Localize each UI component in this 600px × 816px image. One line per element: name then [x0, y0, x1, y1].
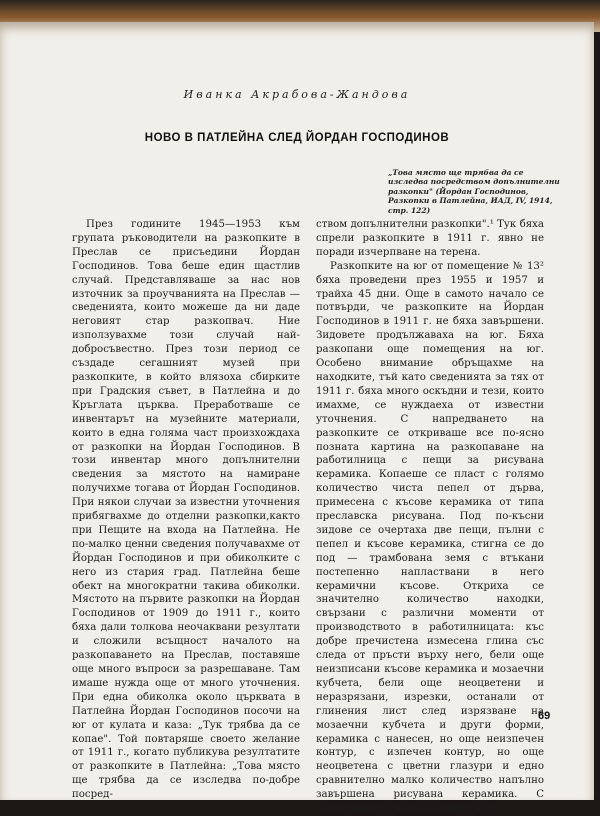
page-number: 69: [538, 710, 551, 722]
text-column-right: [316, 218, 544, 816]
book-page: [0, 22, 594, 815]
text-column-left: [72, 218, 300, 802]
paragraph: ством допълнителни разкопки".¹ Тук бяха спрели разкопките в 1911 г. явно не поради изчерпване на терена.: [316, 219, 544, 258]
epigraph-quote: „Това място ще трябва да се изследва посредством допълнителни разкопки" (Йордан Господинов, Разкопки в Патлейна, ИАД, IV, 1914, стр. 122): [388, 168, 560, 215]
article-author: Иванка Акрабова-Жандова: [183, 88, 411, 101]
paragraph: През годините 1945—1953 към групата ръководители на разкопките в Преслав се присъедини Йордан Господинов. Това беше един щастлив случай. Представляваше за нас нов източник за проучванията на Преслав — сведенията, които можеше да ни даде неговият стар разкопвач. Ние използувахме този случай най-добросъвестно. През този период се създаде сегашният музей при разкопките, в който влязоха сбирките при Градския съвет, в Патлейна и до Кръглата църква. Преработваше се инвентарът на музейните материали, които в една голяма част произхождаха от разкопки на Йордан Господинов. В този инвентар много допълнителни сведения за мястото на намиране получихме тогава от Йордан Господинов. При някои случаи за известни уточнения прибягвахме до отделни разкопки,както при Пещите на входа на Патлейна. Не по-малко ценни сведения получавахме от Йордан Господинов и при обиколките с него из стария град. Патлейна беше обект на многократни такива обиколки. Мястото на първите разкопки на Йордан Господинов от 1909 до 1911 г., които бяха дали толкова неочаквани резултати и сложили всъщност началото на разкопаването на Преслав, поставяше още много въпроси за разрешаване. Там имаше нужда още от много уточнения. При една обиколка около църквата в Патлейна Йордан Господинов посочи на юг от кулата и каза: „Тук трябва да се копае". Той повтаряше своето желание от 1911 г., когато публикува резултатите от разкопките в Патлейна: „Това място ще трябва да се изследва по-добре посред-: [72, 219, 300, 801]
article-title: НОВО В ПАТЛЕЙНА СЛЕД ЙОРДАН ГОСПОДИНОВ: [144, 132, 450, 144]
paragraph: Разкопките на юг от помещение № 13² бяха проведени през 1955 и 1957 и трайха 45 дни. Още в самото начало се потвърди, че разкопките на Йордан Господинов в 1911 г. не бяха завършени. Зидовете продължаваха на юг. Бяха разкопани още помещения на юг. Особено внимание обръщахме на находките, тъй като сведенията за тях от 1911 г. бяха много оскъдни и тези, които имахме, се нуждаеха от известни уточнения. С напредването на разкопките се откриваше все по-ясно позната картина на разкопаване на работилница с пещи за рисувана керамика. Копаеше се пласт с голямо количество чиста пепел от дърва, примесена с късове керамика от типа преславска рисувана. Под по-късни зидове се очертаха две пещи, пълни с пепел и късове керамика, стигна се до под — трамбована земя с втъкани постепенно напластвани в него керамични късове. Откриха се значително количество находки, свързани с различни моменти от производството в работилницата: къс добре пречистена измесена глина със следа от пръсти върху него, бели още неизписани късове керамика и мозаечни кубчета, бели още неоцветени и неразрязани, изрезки, останали от глинения лист след изрязване на мозаечни кубчета и други форми, керамика с нанесен, но още неизпечен контур, с изпечен контур, но още неоцветена с цветни глазури и едно сравнително малко количество напълно завършена рисувана керамика. С напредването на разкопките все: [316, 260, 544, 815]
